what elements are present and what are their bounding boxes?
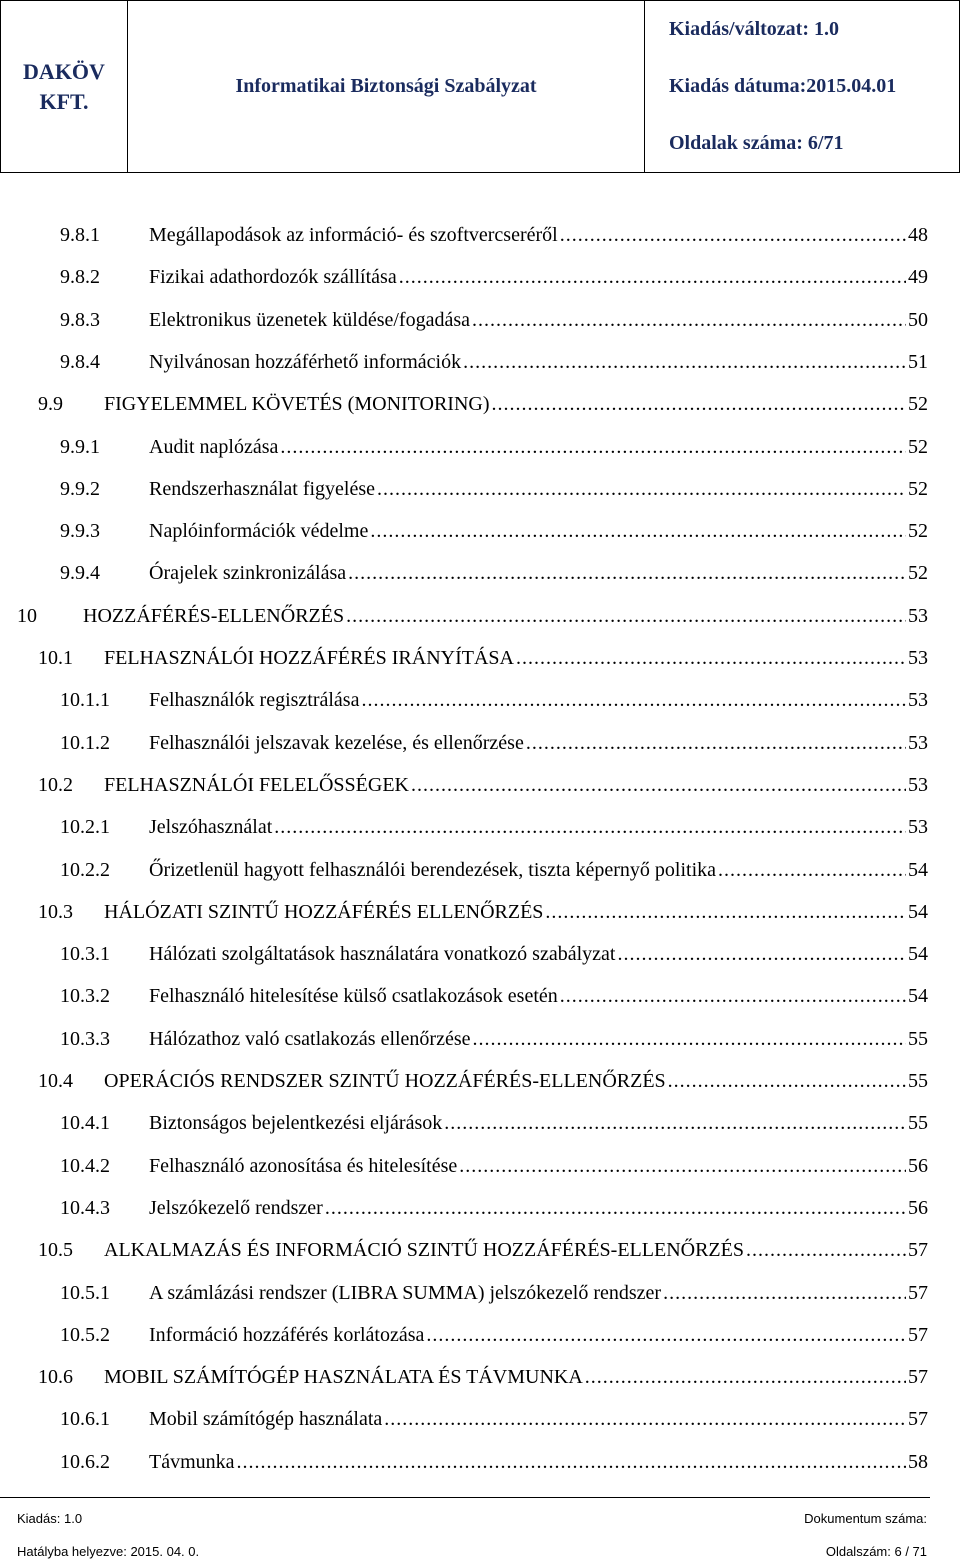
toc-entry-page: 53: [908, 689, 928, 712]
toc-entry[interactable]: [38, 643, 928, 673]
toc-entry[interactable]: [60, 1447, 928, 1477]
toc-entry-title: Hálózati szolgáltatások használatára vonatkozó szabályzat: [149, 943, 616, 966]
toc-dot-leader: [585, 1362, 906, 1392]
toc-entry-number: 10.5.1: [60, 1281, 110, 1304]
toc-entry-title: Távmunka: [149, 1450, 235, 1473]
toc-entry[interactable]: [38, 1066, 928, 1096]
toc-entry-number: 9.9.2: [60, 477, 100, 500]
toc-dot-leader: [361, 685, 906, 715]
toc-dot-leader: [617, 939, 906, 969]
footer-effective-date: Hatályba helyezve: 2015. 04. 0.: [17, 1544, 200, 1559]
toc-entry-page: 53: [908, 816, 928, 839]
toc-entry-page: 57: [908, 1323, 928, 1346]
toc-dot-leader: [472, 305, 906, 335]
toc-entry-title: ALKALMAZÁS ÉS INFORMÁCIÓ SZINTŰ HOZZÁFÉRÉS-ELLENŐRZÉS: [104, 1239, 744, 1262]
toc-entry[interactable]: [60, 1404, 928, 1434]
toc-entry[interactable]: [60, 220, 928, 250]
toc-entry-number: 10.2.1: [60, 816, 110, 839]
toc-entry-title: Jelszóhasználat: [149, 816, 273, 839]
toc-entry[interactable]: [60, 685, 928, 715]
toc-entry[interactable]: [60, 347, 928, 377]
toc-dot-leader: [237, 1447, 906, 1477]
toc-entry-title: Felhasználó azonosítása és hitelesítése: [149, 1154, 458, 1177]
toc-entry[interactable]: [60, 728, 928, 758]
toc-entry[interactable]: [60, 1108, 928, 1138]
toc-entry-number: 10.2.2: [60, 858, 110, 881]
toc-entry-number: 10.1.2: [60, 731, 110, 754]
toc-entry-number: 9.8.1: [60, 224, 100, 246]
toc-dot-leader: [444, 1108, 906, 1138]
toc-entry[interactable]: [60, 981, 928, 1011]
toc-entry-title: Mobil számítógép használata: [149, 1408, 383, 1431]
toc-dot-leader: [663, 1278, 906, 1308]
toc-entry[interactable]: [60, 305, 928, 335]
toc-entry-number: 10.3.1: [60, 943, 110, 966]
toc-entry-number: 10.5.2: [60, 1323, 110, 1346]
toc-dot-leader: [473, 1024, 906, 1054]
toc-entry[interactable]: [38, 897, 928, 927]
toc-entry-number: 9.9.3: [60, 520, 100, 543]
toc-entry-title: MOBIL SZÁMÍTÓGÉP HASZNÁLATA ÉS TÁVMUNKA: [104, 1366, 583, 1389]
toc-entry-title: Felhasználói jelszavak kezelése, és ellenőrzése: [149, 731, 524, 754]
toc-entry[interactable]: [60, 1024, 928, 1054]
toc-dot-leader: [492, 389, 906, 419]
toc-entry-number: 10.6.2: [60, 1450, 110, 1473]
toc-entry-number: 9.9: [38, 393, 63, 416]
edition-version: Kiadás/változat: 1.0: [669, 18, 839, 40]
toc-entry-number: 9.8.4: [60, 350, 100, 373]
toc-entry-title: FELHASZNÁLÓI FELELŐSSÉGEK: [104, 773, 409, 796]
toc-entry-page: 55: [908, 1027, 928, 1050]
toc-dot-leader: [325, 1193, 906, 1223]
toc-entry-page: 57: [908, 1281, 928, 1304]
toc-entry-page: 52: [908, 435, 928, 458]
toc-entry-page: 57: [908, 1366, 928, 1389]
toc-entry-title: Jelszókezelő rendszer: [149, 1196, 323, 1219]
toc-entry-page: 57: [908, 1239, 928, 1262]
toc-entry-page: 56: [908, 1154, 928, 1177]
footer-divider: [0, 1497, 930, 1498]
toc-entry-title: OPERÁCIÓS RENDSZER SZINTŰ HOZZÁFÉRÉS-ELLENŐRZÉS: [104, 1070, 666, 1092]
toc-entry[interactable]: [60, 1278, 928, 1308]
toc-dot-leader: [516, 643, 906, 673]
toc-entry-number: 10.5: [38, 1239, 73, 1262]
toc-entry-title: FELHASZNÁLÓI HOZZÁFÉRÉS IRÁNYÍTÁSA: [104, 647, 514, 669]
toc-entry[interactable]: [60, 1193, 928, 1223]
company-name: [1, 1, 128, 173]
footer-page-number: Oldalszám: 6 / 71: [825, 1544, 927, 1559]
toc-entry-title: Naplóinformációk védelme: [149, 520, 369, 543]
toc-entry[interactable]: [60, 1151, 928, 1181]
toc-entry-page: 49: [908, 266, 928, 289]
toc-entry-page: 53: [908, 647, 928, 669]
toc-entry-page: 52: [908, 393, 928, 416]
toc-entry-page: 55: [908, 1112, 928, 1135]
toc-dot-leader: [560, 220, 906, 250]
page-count: Oldalak száma: 6/71: [669, 132, 844, 154]
toc-entry-page: 58: [908, 1450, 928, 1473]
toc-dot-leader: [384, 1404, 906, 1434]
toc-dot-leader: [346, 601, 906, 631]
toc-entry-number: 10.1.1: [60, 689, 110, 712]
toc-dot-leader: [668, 1066, 906, 1096]
toc-entry-title: Rendszerhasználat figyelése: [149, 477, 376, 500]
document-title: Informatikai Biztonsági Szabályzat: [128, 1, 645, 173]
toc-dot-leader: [526, 728, 906, 758]
toc-entry[interactable]: [60, 516, 928, 546]
toc-entry-title: Őrizetlenül hagyott felhasználói berendezések, tiszta képernyő politika: [149, 858, 717, 881]
toc-entry-number: 9.9.1: [60, 435, 100, 458]
document-header: [0, 0, 960, 173]
toc-entry-title: Fizikai adathordozók szállítása: [149, 266, 397, 289]
toc-entry[interactable]: [60, 939, 928, 969]
toc-entry-number: 10.6.1: [60, 1408, 110, 1431]
toc-entry-number: 10.4: [38, 1070, 73, 1092]
toc-entry-page: 54: [908, 900, 928, 923]
toc-entry-title: Elektronikus üzenetek küldése/fogadása: [149, 308, 470, 331]
toc-entry-number: 10: [17, 604, 37, 627]
toc-dot-leader: [280, 432, 906, 462]
toc-entry-title: Audit naplózása: [149, 435, 279, 458]
edition-date: Kiadás dátuma:2015.04.01: [669, 75, 897, 97]
toc-entry-title: Megállapodások az információ- és szoftvercseréről: [149, 224, 558, 246]
toc-entry-number: 9.8.3: [60, 308, 100, 331]
toc-entry-number: 10.6: [38, 1366, 73, 1389]
toc-entry-number: 10.3: [38, 900, 73, 923]
toc-entry-number: 10.4.1: [60, 1112, 110, 1135]
toc-entry-title: A számlázási rendszer (LIBRA SUMMA) jelszókezelő rendszer: [149, 1281, 662, 1304]
toc-entry-page: 55: [908, 1070, 928, 1092]
company-name-line2: KFT.: [39, 88, 89, 114]
toc-dot-leader: [399, 262, 906, 292]
toc-entry-page: 56: [908, 1196, 928, 1219]
toc-entry-number: 10.1: [38, 647, 73, 669]
toc-entry[interactable]: [38, 1362, 928, 1392]
toc-entry-title: Órajelek szinkronizálása: [149, 562, 347, 585]
toc-dot-leader: [718, 855, 906, 885]
toc-entry-number: 9.9.4: [60, 562, 100, 585]
toc-entry-page: 53: [908, 773, 928, 796]
toc-dot-leader: [348, 558, 906, 588]
company-name-line1: DAKÖV: [23, 58, 105, 84]
toc-entry-title: Információ hozzáférés korlátozása: [149, 1323, 425, 1346]
toc-entry-page: 50: [908, 308, 928, 331]
toc-entry-page: 48: [908, 224, 928, 246]
toc-entry-title: Felhasználók regisztrálása: [149, 689, 360, 712]
toc-entry[interactable]: [38, 770, 928, 800]
toc-entry[interactable]: [60, 1320, 928, 1350]
toc-entry[interactable]: [60, 262, 928, 292]
toc-entry-title: FIGYELEMMEL KÖVETÉS (MONITORING): [104, 393, 490, 416]
toc-entry-number: 10.3.3: [60, 1027, 110, 1050]
toc-entry-number: 10.3.2: [60, 985, 110, 1008]
toc-entry-page: 52: [908, 520, 928, 543]
footer-document-number: Dokumentum száma:: [804, 1511, 927, 1526]
toc-entry-title: Felhasználó hitelesítése külső csatlakozások esetén: [149, 985, 558, 1008]
toc-dot-leader: [377, 474, 906, 504]
toc-entry-number: 10.4.3: [60, 1196, 110, 1219]
footer-edition: Kiadás: 1.0: [17, 1511, 83, 1526]
toc-entry[interactable]: [60, 855, 928, 885]
toc-dot-leader: [463, 347, 906, 377]
toc-entry-page: 52: [908, 562, 928, 585]
document-meta: [645, 1, 960, 173]
toc-entry-page: 52: [908, 477, 928, 500]
toc-entry-title: Hálózathoz való csatlakozás ellenőrzése: [149, 1027, 471, 1050]
toc-entry[interactable]: [38, 389, 928, 419]
toc-entry[interactable]: [38, 1235, 928, 1265]
toc-dot-leader: [370, 516, 906, 546]
toc-entry[interactable]: [60, 558, 928, 588]
toc-entry-page: 53: [908, 604, 928, 627]
toc-entry[interactable]: [17, 601, 928, 631]
toc-dot-leader: [560, 981, 906, 1011]
toc-entry-title: HOZZÁFÉRÉS-ELLENŐRZÉS: [83, 604, 345, 627]
toc-entry-number: 10.4.2: [60, 1154, 110, 1177]
toc-dot-leader: [411, 770, 906, 800]
toc-entry-number: 10.2: [38, 773, 73, 796]
toc-entry-page: 54: [908, 985, 928, 1008]
toc-dot-leader: [459, 1151, 906, 1181]
toc-entry-page: 53: [908, 731, 928, 754]
toc-entry[interactable]: [60, 474, 928, 504]
toc-dot-leader: [746, 1235, 906, 1265]
toc-dot-leader: [426, 1320, 906, 1350]
toc-dot-leader: [545, 897, 906, 927]
toc-entry-page: 54: [908, 858, 928, 881]
toc-entry-title: HÁLÓZATI SZINTŰ HOZZÁFÉRÉS ELLENŐRZÉS: [104, 900, 544, 923]
toc-entry-number: 9.8.2: [60, 266, 100, 289]
toc-dot-leader: [274, 812, 906, 842]
toc-entry-title: Biztonságos bejelentkezési eljárások: [149, 1112, 443, 1135]
toc-entry-title: Nyilvánosan hozzáférhető információk: [149, 350, 462, 373]
toc-entry[interactable]: [60, 812, 928, 842]
toc-entry[interactable]: [60, 432, 928, 462]
toc-entry-page: 51: [908, 350, 928, 373]
toc-entry-page: 54: [908, 943, 928, 966]
toc-entry-page: 57: [908, 1408, 928, 1431]
